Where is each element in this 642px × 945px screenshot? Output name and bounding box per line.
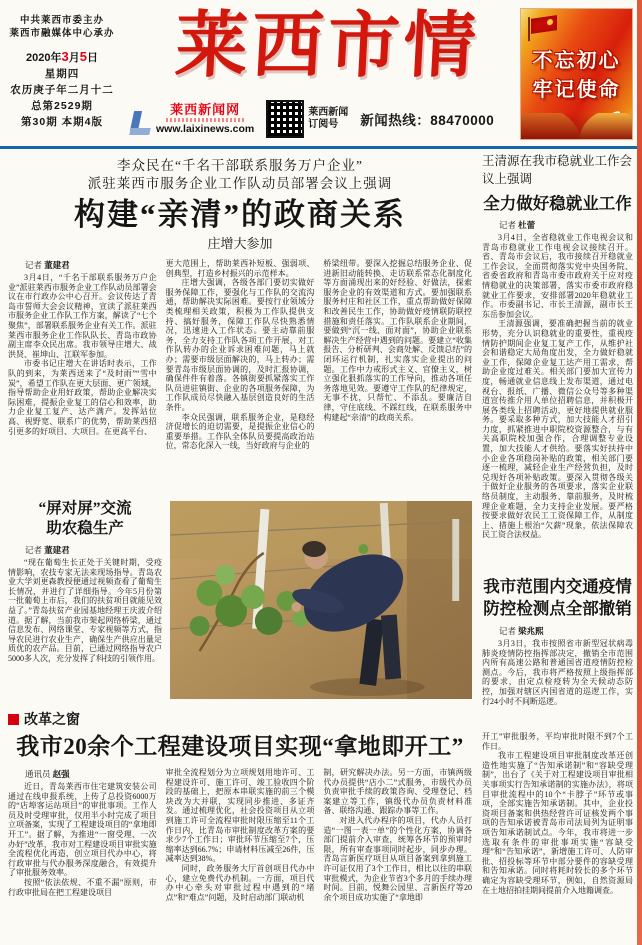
lead-article-column-2 (166, 259, 315, 483)
farm-byline: 记者 董建君 (25, 545, 70, 555)
lead-subline: 庄增大参加 (207, 236, 273, 251)
body-paragraph: 按照“依法依规、不重不漏”原则，市行政审批局在把工程建设项目 (8, 877, 157, 897)
issue-total: 总第2529期 (31, 100, 93, 112)
masthead (0, 0, 642, 146)
publisher-line: 中共莱西市委主办 (19, 15, 104, 26)
publisher-line: 莱西市融媒体中心承办 (9, 28, 115, 39)
reform-article (8, 709, 472, 936)
body-paragraph: 审批全流程划分为立项规划用地许可、工程建设许可、施工许可、竣工验收四个阶段的基础上，把原本串联实施的前三个模块改为大并联，实现同步推进、多证齐发。通过梳理优化，社会投资项目从立项到施工许可全流程审批时限压缩至11个工作日内，比青岛市审批制度改革方案的要求少7个工作日；审批环节压缩至7个，压缩率达到66.7%；申请材料压减至26件，压减率达到38%。 (165, 768, 315, 864)
body-paragraph: 我市工程建设项目审批制度改革还创造性地实施了“告知承诺制”和“容缺受理制”，出台了《关于对工程建设项目审批相关事项实行告知承诺制的实施办法》，将项目审批流程中的10个“卡脖子”环节或事项，全部实施告知承诺制。其中，企业投资项目备案和供热经营许可证核发两个事项的告知承诺被青岛市司法局列为证明事项告知承诺制试点。今年，我市将进一步选取有条件的审批事项实施“容缺受理”和“告知承诺”，新增施工许可、人防审批、招投标等环节中部分要件的容缺受理和告知承诺。同时将耗时较长的多个环节确定为容缺受理环节，例如，自然资源局在土地招拍挂期间提前介入地籍调查。 (482, 751, 633, 895)
site-subtitle-strip (166, 118, 244, 122)
site-text (156, 103, 254, 135)
checkpoint-article (482, 576, 633, 709)
date-day: 5 (79, 49, 87, 64)
news-site-logo (128, 103, 254, 135)
body-paragraph: 更大范围上，帮助莱西补短板、强弱项、创典型，打造乡村振兴的示范样本。 (165, 259, 315, 278)
checkpoint-body (482, 639, 633, 709)
checkpoint-headline-line: 我市范围内交通疫情 (483, 577, 632, 596)
date-month-unit: 月 (68, 52, 80, 64)
body-paragraph: “现在葡萄生长正处于关键时期，受疫情影响，农技专家无法来现场指导。青岛农业大学刘更森教授便通过视频查看了葡萄生长情况，并进行了详细指导。今年5月份第一批葡萄上市后，我们的扶贫项目就能见效益了。”青岛扶贫产业园基地经理王庆波介绍道。据了解，当前我市架起网络桥梁，通过信息发布、网络课堂、专家视频等方式，指导农民进行农业生产，确保生产供应出量足质优的农产品。目前，已通过网络指导农户5000多人次，充分发挥了科技的引领作用。 (8, 558, 162, 663)
body-paragraph: 3月3日，我市按照省市新型冠状病毒肺炎疫情防控指挥部决定，撤销全市范围内所有高速公路和普通国省道疫情防控检测点。今后，我市将严格按照上级指挥部的要求，由定点检疫转为全天候动态防控，加强对辖区内国省道的巡逻工作，实行24小时不间断巡逻。 (482, 639, 633, 706)
reform-article-column-4 (482, 732, 633, 945)
body-paragraph: 桥梁纽带。要深入挖掘总结服务企业、促进新旧动能转换、走访联系常态化制度化等方面涌现出来的好经验、好做法，探索服务企业的有效渠道和方式。要加强联系服务村庄和社区工作，重点帮助做好保障和改善民生工作，协助做好疫情联防联控措施和责任落实。工作队联系企业期间，要做到“沉一线、面对面”，协助企业联系解决生产经营中遇到的问题。要建立“收集报告、分析研判、会商处解、反馈总结”的闭环运行机制，扎实落实企业提出的问题。工作中力戒形式主义、官僚主义，树立强化狠抓落实的工作导向，推动各项任务落地见效。要遵守工作队的纪律规定，无事不扰，只帮忙、不添乱。要廉洁自律，守住底线、不踩红线，在联系服务中构建起“亲清”的政商关系。 (323, 259, 472, 422)
newspaper-title: 莱西市情 (173, 6, 482, 86)
section-square-icon (8, 714, 19, 725)
party-flag-icon (531, 15, 557, 34)
qr-caption-line: 莱西新闻 (308, 107, 349, 118)
body-paragraph: 李众民强调，联系服务企业，是稳经济促增长的迫切需要，是提振企业信心的重要举措。工作队全体队员要提高政治站位，常态化深入一线，当好政府与企业的 (165, 412, 315, 451)
farm-article (8, 495, 162, 703)
lead-headline: 构建“亲清”的政商关系 (74, 197, 406, 232)
farm-headline (8, 499, 162, 539)
lunar-date: 农历庚子年二月十二 (10, 84, 114, 96)
qr-caption (308, 107, 348, 131)
date-month: 3 (61, 49, 69, 64)
body-paragraph: 开工”审批服务，平均审批时限不到7个工作日。 (482, 732, 633, 751)
reform-headline: 我市20余个工程建设项目实现“拿地即开工” (16, 734, 464, 759)
slogan-banner (520, 8, 633, 140)
news-hotline: 新闻热线：88470000 (360, 113, 495, 128)
body-paragraph: 3月4日，“千名干部联系服务万户企业”派驻莱西市服务企业工作队动员部署会议在市行政办公中心召开。会议传达了青岛市誓师大会会议精神，宣读了派驻莱西市服务企业工作队工作方案，解读了“七个聚焦”，部署联系服务企业有关工作。派驻莱西市服务企业工作队队长、青岛市政协副主席李众民出席。我市领导庄增大、战洪贤、崔坤山、江联军参加。 (8, 273, 157, 359)
body-paragraph: 3月4日，全省稳就业工作电视会议和青岛市稳就业工作电视会议接续召开。省、青岛市会议后，我市接续召开稳就业工作会议，全面贯彻落实党中央国务院、省委省政府和青岛市委市政府关于应对疫情稳就业的决策部署，落实市委市政府稳就业工作要求，安排部署2020年稳就业工作。市委副书记、市长王清源，副市长王东岳参加会议。 (482, 233, 633, 319)
laixi-news-logo-icon (128, 111, 152, 135)
farm-headline-line: “屏对屏”交流 (38, 500, 132, 517)
slogan-line: 牢记使命 (532, 79, 621, 101)
lead-kicker-line1: 李众民在“千名干部联系服务万户企业” (117, 158, 363, 173)
slogan-line: 不忘初心 (532, 50, 621, 72)
employment-byline: 记者 杜蕾 (499, 220, 536, 230)
reform-column-3 (323, 768, 472, 936)
issue-current: 第30期 本期4版 (21, 116, 103, 128)
body-paragraph: 同时，政务服务大厅首创项目代办中心，建立免费代办机制。一方面，项目代办中心牵头对审批过程中遇到的“堵点”和“难点”问题，及时启动部门联动机 (165, 863, 315, 902)
right-region (482, 152, 633, 945)
body-paragraph: 庄增大强调，各级各部门要切实做好服务保障工作，要强化与工作队的交流沟通，帮助解决实际困难。要按行业领域分类梳理相关政策，积极为工作队提供支持、搞好服务，保障工作队尽快熟悉情况，迅速进入工作状态。要主动靠前服务，全力支持工作队各项工作开展，对工作队转办的企业诉求困难问题，马上就办；需要市级层面解决的，马上转办；需要青岛市级层面协调的，及时汇报协调，确保件件有着落。各镇街要抓紧落实工作队员进驻镇街、企业的各项服务保障，为工作队成员尽快融入基层创造良好的生活条件。 (165, 278, 315, 412)
body-paragraph: 王清源强调，要准确把握当前的就业形势，充分认识稳就业的重要性，重视疫情防护期间企业复工复产工作，从维护社会和谐稳定大局角度出发，全力做好稳就业工作，保障企业复工达产用工需求，帮助企业度过难关。相关部门要加大宣传力度，畅通就业信息线上发布渠道，通过电视台、报纸、广播、微信公众号等多种渠道宣传推介用人单位招聘信息，并积极开展各类线上招聘活动，更好地提供就业服务。要采取多种方式，加大技能人才招引力度，抓紧推进中职院校资源整合，与有关高职院校加强合作，合理调整专业设置，加大技能人才供给。要落实好扶持中小企业各项稳岗补贴的政策，相关部门要逐一梳理，减轻企业生产经营负担，及时兑现好各项补贴政策。要深入贯彻各级关于做好企业服务的各项要求，落实企业联络员制度，主动服务、靠前服务，及时梳理企业难题，全力支持企业发展。要严格按要求做好农民工工资保障工作，从制度上、措施上根治“欠薪”现象，依法保障农民工资合法权益。 (482, 319, 633, 540)
checkpoint-headline (482, 576, 633, 620)
body-paragraph: 市委书记庄增大在讲话时表示，工作队的到来，为莱西送来了“及时雨”“雪中炭”，希望工作队在更大层面、更广领域，指导帮助企业用好政策，帮助企业解决实际困难，提振企业复工的信心和效率，助力企业复工复产、达产满产。发挥站位高、视野宽、联系广的优势，帮助莱西招引更多的好项目、大项目。在更高平台、 (8, 359, 157, 436)
lead-article-column-1 (8, 259, 157, 483)
employment-body (482, 233, 633, 563)
body-paragraph: 对进入代办程序的项目，代办人员打造“一图一表一单”的个性化方案，协调各部门提前介入审查，统筹各环节的预审时限，所有审查事项同时起步，同步办理。青岛言新医疗项目从项目备案到拿到施工许可证仅用了3个工作日，相比以往的串联审批模式，为企业节省3个多月的手续办理时间。目前，悦舞公园里、言新医疗等20余个项目成功实施了“拿地即 (323, 815, 472, 902)
header-divider (0, 146, 637, 149)
qr-caption-line: 订阅号 (308, 119, 339, 130)
site-name: 莱西新闻网 (170, 102, 241, 117)
body-paragraph: 制，研究解决办法。另一方面，市镇两级代办员提供“店小二”式服务，市级代办员负责审批手续的政策咨询、受理登记、档案建立等工作，镇级代办员负责材料准备、联络沟通、跟踪办事等工作。 (323, 768, 472, 816)
middle-band (8, 495, 472, 703)
field-photo-illustration (170, 501, 472, 699)
lead-byline: 记者 董建君 (25, 260, 70, 270)
checkpoint-headline-line: 防控检测点全部撤销 (483, 599, 632, 618)
employment-headline: 全力做好稳就业工作 (483, 194, 632, 213)
slogan-text (521, 47, 632, 105)
qr-block (266, 100, 348, 138)
farm-headline-line: 助农稳生产 (46, 520, 124, 537)
site-url: www.laixinews.com (156, 123, 255, 135)
section-label (8, 709, 472, 729)
section-label-text: 改革之窗 (24, 711, 80, 727)
employment-kicker: 王清源在我市稳就业工作会议上强调 (482, 154, 633, 186)
lead-article (8, 157, 472, 483)
publication-date (6, 49, 118, 66)
lead-article-columns (8, 259, 472, 483)
news-photo (170, 501, 472, 699)
masthead-bottom-row (128, 100, 516, 138)
checkpoint-byline: 记者 梁兆熙 (499, 626, 544, 636)
publication-info (6, 14, 118, 130)
reform-column-1 (8, 768, 157, 936)
weekday: 星期四 (44, 68, 80, 80)
qr-code-icon (266, 100, 304, 138)
lead-article-column-3 (323, 259, 472, 483)
left-region (8, 150, 472, 936)
tiananmen-icon (521, 113, 632, 139)
reform-byline: 通讯员 赵强 (25, 769, 70, 779)
date-year: 2020年 (26, 52, 62, 64)
employment-article (482, 152, 633, 563)
reform-column-2 (166, 768, 315, 936)
reform-article-columns (8, 768, 472, 936)
date-day-unit: 日 (86, 52, 98, 64)
lead-kicker-line2: 派驻莱西市服务企业工作队动员部署会议上强调 (87, 176, 393, 191)
body-paragraph: 近日，青岛莱西市住宅建筑安装公司通过在线申报系统，上传了总投资6000万的“店埠客运站项目”的审批事项。工作人员及时受理审批，仅用半小时完成了项目立项备案，实现了工程建设项目的“拿地即开工”。据了解，为推进“一窗受理、一次办好”改革，我市对工程建设项目审批实施全流程优化再造，创立项目代办中心，将行政审批与代办服务深度融合，有效提升了审批服务效率。 (8, 782, 157, 878)
